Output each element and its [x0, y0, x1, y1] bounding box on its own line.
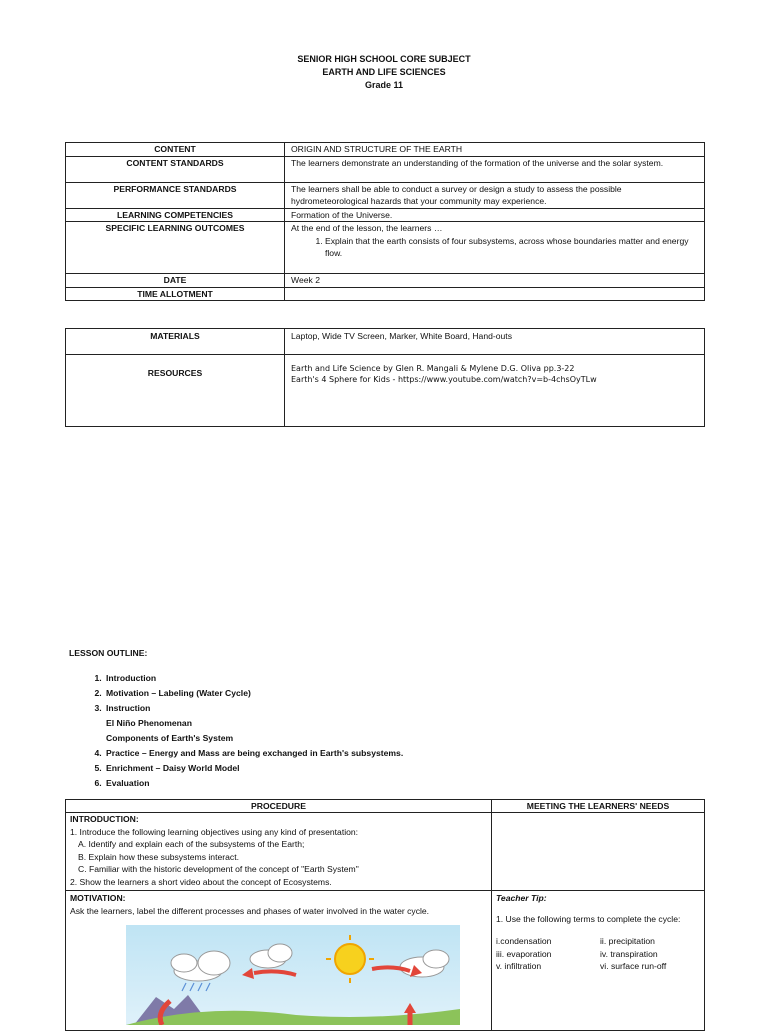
- slo-item: 1. Explain that the earth consists of four subsystems, across whose boundaries matter and energy flow.: [325, 235, 698, 260]
- procedure-table: [65, 799, 705, 1031]
- objective-b: B. Explain how these subsystems interact.: [78, 851, 239, 862]
- learning-competencies-value: Formation of the Universe.: [285, 208, 705, 222]
- resources-label: RESOURCES: [66, 355, 285, 427]
- term: v. infiltration: [496, 961, 542, 972]
- introduction-step-2: 2. Show the learners a short video about the concept of Ecosystems.: [70, 876, 332, 887]
- outline-subitem: El Niño Phenomenan: [106, 718, 192, 728]
- materials-label: MATERIALS: [66, 329, 285, 355]
- introduction-title: INTRODUCTION:: [70, 814, 139, 824]
- water-cycle-image: [126, 925, 460, 1025]
- procedure-column-header: PROCEDURE: [66, 800, 492, 813]
- motivation-title: MOTIVATION:: [70, 893, 126, 903]
- content-value: ORIGIN AND STRUCTURE OF THE EARTH: [285, 143, 705, 157]
- slo-label: SPECIFIC LEARNING OUTCOMES: [66, 222, 285, 274]
- document-header: [0, 53, 768, 92]
- header-subject-type: SENIOR HIGH SCHOOL CORE SUBJECT: [297, 54, 471, 64]
- header-grade: Grade 11: [364, 80, 404, 90]
- introduction-cell: [66, 813, 492, 891]
- date-label: DATE: [66, 274, 285, 288]
- content-standards-value: The learners demonstrate an understanding of the formation of the universe and the solar system.: [285, 156, 705, 182]
- learners-needs-column-header: MEETING THE LEARNERS' NEEDS: [492, 800, 705, 813]
- introduction-needs-cell: [492, 813, 705, 891]
- introduction-step-1: 1. Introduce the following learning objectives using any kind of presentation:: [70, 826, 359, 837]
- term: i.condensation: [496, 936, 552, 947]
- time-allotment-label: TIME ALLOTMENT: [66, 287, 285, 301]
- resources-cell: [285, 355, 705, 427]
- resource-video-link[interactable]: Earth's 4 Sphere for Kids - https://www.youtube.com/watch?v=b-4chsOyTLw: [291, 375, 597, 384]
- water-cycle-terms: [496, 935, 700, 973]
- term: ii. precipitation: [600, 936, 655, 947]
- outline-item: 2. Motivation – Labeling (Water Cycle): [104, 686, 403, 701]
- slo-cell: [285, 222, 705, 274]
- materials-table: [65, 328, 705, 427]
- resource-book: Earth and Life Science by Glen R. Mangali & Mylene D.G. Oliva pp.3-22: [291, 364, 575, 373]
- time-allotment-value: [285, 287, 705, 301]
- lesson-outline-list: [86, 671, 403, 791]
- outline-item: 6. Evaluation: [104, 776, 403, 791]
- learning-competencies-label: LEARNING COMPETENCIES: [66, 208, 285, 222]
- content-standards-label: CONTENT STANDARDS: [66, 156, 285, 182]
- term: iv. transpiration: [600, 948, 658, 959]
- materials-value: Laptop, Wide TV Screen, Marker, White Board, Hand-outs: [285, 329, 705, 355]
- lesson-info-table: [65, 142, 705, 301]
- outline-item: 4. Practice – Energy and Mass are being exchanged in Earth's subsystems.: [104, 746, 403, 761]
- content-label: CONTENT: [66, 143, 285, 157]
- objective-a: A. Identify and explain each of the subsystems of the Earth;: [78, 839, 305, 850]
- outline-subitem: Components of Earth's System: [106, 733, 234, 743]
- objective-c: C. Familiar with the historic development of the concept of "Earth System": [78, 864, 359, 875]
- teacher-tip-text: 1. Use the following terms to complete the cycle:: [496, 913, 681, 924]
- header-subject-name: EARTH AND LIFE SCIENCES: [322, 67, 446, 77]
- motivation-text: Ask the learners, label the different processes and phases of water involved in the water cycle.: [70, 905, 430, 916]
- outline-item: 5. Enrichment – Daisy World Model: [104, 761, 403, 776]
- outline-item-label: Instruction: [106, 703, 151, 713]
- teacher-tip-title: Teacher Tip:: [496, 893, 547, 903]
- outline-item: 1. Introduction: [104, 671, 403, 686]
- slo-intro: At the end of the lesson, the learners …: [291, 223, 443, 233]
- lesson-outline-title: LESSON OUTLINE:: [69, 648, 148, 658]
- term: iii. evaporation: [496, 948, 552, 959]
- motivation-cell: [66, 891, 492, 1031]
- water-cycle-illustration: [126, 925, 460, 1025]
- performance-standards-label: PERFORMANCE STANDARDS: [66, 182, 285, 208]
- teacher-tip-cell: [492, 891, 705, 1031]
- performance-standards-value: The learners shall be able to conduct a survey or design a study to assess the possible hydrometeorological hazards that your community may experience.: [285, 182, 705, 208]
- term: vi. surface run-off: [600, 961, 667, 972]
- date-value: Week 2: [285, 274, 705, 288]
- outline-item-instruction: [104, 701, 403, 746]
